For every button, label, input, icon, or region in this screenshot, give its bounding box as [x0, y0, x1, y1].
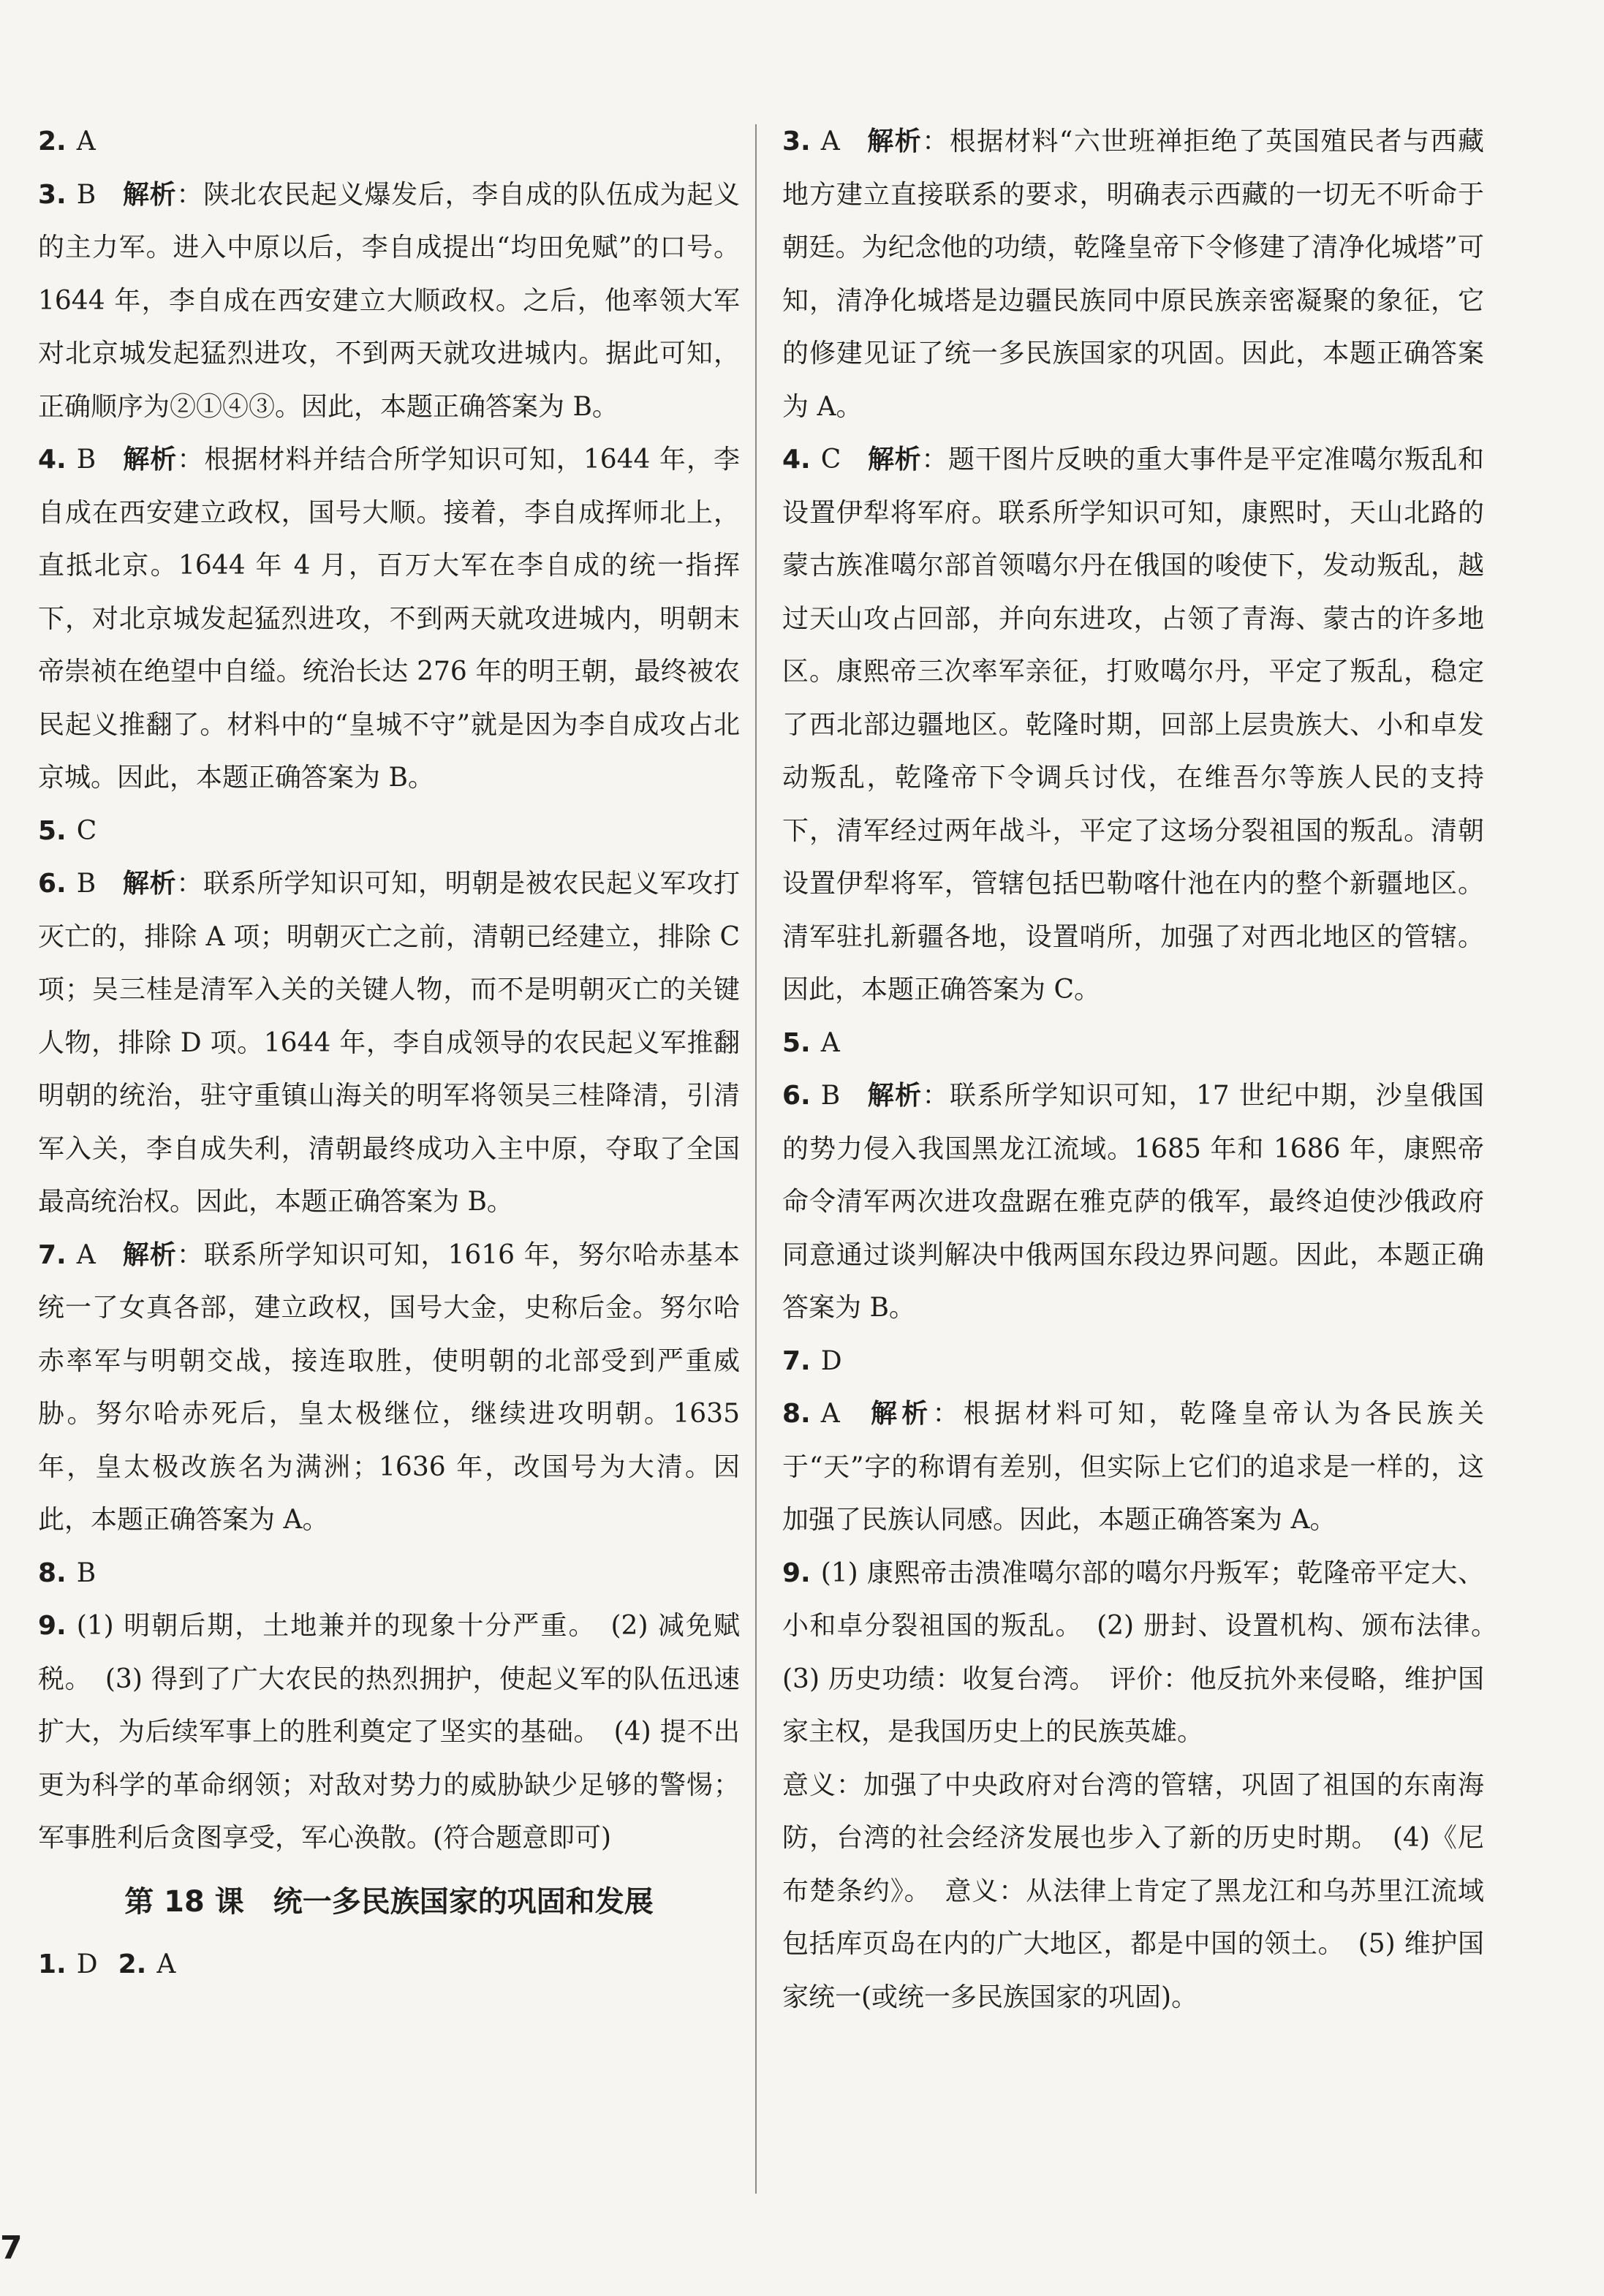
item-number: 7. — [782, 1345, 811, 1376]
analysis-label: 解析 — [867, 445, 922, 475]
lesson-title: 第 18 课 统一多民族国家的巩固和发展 — [124, 1884, 654, 1919]
answer-item-5 — [38, 805, 740, 858]
item-answer-text: 意义：加强了中央政府对台湾的管辖，巩固了祖国的东南海防，台湾的社会经济发展也步入了新的历史时期。 (4)《尼布楚条约》。 意义：从法律上肯定了黑龙江和乌苏里江流域包括库页岛在内的广大地区，都是中国的领土。 (5) 维护国家统一(或统一多民族国家的巩固)。 — [782, 1770, 1484, 2012]
analysis-colon: ： — [921, 445, 949, 475]
item-answer: A — [820, 1027, 840, 1058]
analysis-colon: ： — [176, 179, 204, 210]
analysis-label: 解析 — [866, 126, 923, 156]
item-answer: B — [820, 1081, 841, 1111]
answer-item-8 — [782, 1388, 1484, 1547]
analysis-label: 解析 — [122, 869, 177, 899]
item-answer-text: (1) 明朝后期，土地兼并的现象十分严重。 (2) 减免赋税。 (3) 得到了广大农民的热烈拥护，使起义军的队伍迅速扩大，为后续军事上的胜利奠定了坚实的基础。 (4) 提不出更为科学的革命纲领；对敌对势力的威胁缺少足够的警惕；军事胜利后贪图享受，军心涣散。(符合题意即可) — [38, 1611, 740, 1853]
answer-item-4 — [782, 434, 1484, 1017]
analysis-colon: ： — [922, 1081, 950, 1111]
item-answer: C — [820, 445, 841, 475]
answer-item-6 — [782, 1070, 1484, 1335]
item-number: 8. — [38, 1557, 67, 1588]
right-column — [782, 116, 1511, 2024]
item-number: 5. — [38, 815, 67, 846]
analysis-text: 联系所学知识可知，明朝是被农民起义军攻打灭亡的，排除 A 项；明朝灭亡之前，清朝已经建立，排除 C 项；吴三桂是清军入关的关键人物，而不是明朝灭亡的关键人物，排除 D 项。1644 年，李自成领导的农民起义军推翻明朝的统治，驻守重镇山海关的明军将领吴三桂降清，引清军入关，李自成失利，清朝最终成功入主中原，夺取了全国最高统治权。因此，本题正确答案为 B。 — [38, 869, 740, 1217]
answer-item-7 — [782, 1335, 1484, 1389]
item-number: 3. — [782, 126, 811, 156]
answer-item-1-2 — [38, 1938, 740, 1992]
analysis-text: 题干图片反映的重大事件是平定准噶尔叛乱和设置伊犁将军府。联系所学知识可知，康熙时，天山北路的蒙古族准噶尔部首领噶尔丹在俄国的唆使下，发动叛乱，越过天山攻占回部，并向东进攻，占领了青海、蒙古的许多地区。康熙帝三次率军亲征，打败噶尔丹，平定了叛乱，稳定了西北部边疆地区。乾隆时期，回部上层贵族大、小和卓发动叛乱，乾隆帝下令调兵讨伐，在维吾尔等族人民的支持下，清军经过两年战斗，平定了这场分裂祖国的叛乱。清朝设置伊犁将军，管辖包括巴勒喀什池在内的整个新疆地区。清军驻扎新疆各地，设置哨所，加强了对西北地区的管辖。因此，本题正确答案为 C。 — [782, 445, 1484, 1005]
item-answer: B — [76, 869, 97, 899]
item-number: 6. — [782, 1081, 811, 1111]
item-number: 1. — [38, 1949, 67, 1979]
item-answer: A — [76, 126, 96, 156]
item-answer: B — [76, 445, 97, 475]
item-answer: B — [76, 1557, 97, 1588]
item-answer: D — [76, 1949, 98, 1979]
answer-item-4 — [38, 434, 740, 805]
item-answer: A — [820, 1399, 840, 1429]
answer-item-7 — [38, 1229, 740, 1547]
answer-item-2 — [38, 116, 740, 169]
answer-item-3 — [782, 116, 1484, 434]
item-number: 8. — [782, 1399, 811, 1429]
item-number: 6. — [38, 869, 67, 899]
analysis-text: 联系所学知识可知，1616 年，努尔哈赤基本统一了女真各部，建立政权，国号大金，史称后金。努尔哈赤率军与明朝交战，接连取胜，使明朝的北部受到严重威胁。努尔哈赤死后，皇太极继位，继续进攻明朝。1635 年，皇太极改族名为满洲；1636 年，改国号为大清。因此，本题正确答案为 A。 — [38, 1239, 740, 1535]
analysis-text: 联系所学知识可知，17 世纪中期，沙皇俄国的势力侵入我国黑龙江流域。1685 年和 1686 年，康熙帝命令清军两次进攻盘踞在雅克萨的俄军，最终迫使沙俄政府同意通过谈判解决中俄两国东段边界问题。因此，本题正确答案为 B。 — [782, 1081, 1484, 1323]
answer-item-5 — [782, 1017, 1484, 1070]
item-number: 4. — [782, 445, 811, 475]
item-number: 2. — [118, 1949, 147, 1979]
item-number: 9. — [782, 1557, 811, 1588]
item-answer: A — [156, 1949, 176, 1979]
column-divider — [755, 124, 757, 2194]
analysis-label: 解析 — [122, 179, 177, 210]
item-number: 5. — [782, 1027, 811, 1058]
analysis-text: 根据材料可知，乾隆皇帝认为各民族关于“天”字的称谓有差别，但实际上它们的追求是一样的，这加强了民族认同感。因此，本题正确答案为 A。 — [782, 1399, 1484, 1535]
item-number: 4. — [38, 445, 67, 475]
analysis-colon: ： — [932, 1399, 964, 1429]
analysis-label: 解析 — [866, 1081, 923, 1111]
page-number: 7 — [0, 2229, 23, 2267]
item-answer: C — [76, 815, 97, 846]
item-answer: A — [820, 126, 840, 156]
item-number: 2. — [38, 126, 67, 156]
item-answer: A — [76, 1239, 96, 1270]
answer-item-9 — [38, 1600, 740, 1865]
answer-item-6 — [38, 858, 740, 1229]
analysis-colon: ： — [176, 1239, 204, 1270]
item-answer: D — [820, 1345, 842, 1376]
analysis-colon: ： — [922, 126, 950, 156]
analysis-label: 解析 — [122, 445, 178, 475]
analysis-text: 根据材料“六世班禅拒绝了英国殖民者与西藏地方建立直接联系的要求，明确表示西藏的一切无不听命于朝廷。为纪念他的功绩，乾隆皇帝下令修建了清净化城塔”可知，清净化城塔是边疆民族同中原民族亲密凝聚的象征，它的修建见证了统一多民族国家的巩固。因此，本题正确答案为 A。 — [782, 126, 1484, 422]
answer-item-8 — [38, 1547, 740, 1601]
analysis-text: 陕北农民起义爆发后，李自成的队伍成为起义的主力军。进入中原以后，李自成提出“均田免赋”的口号。1644 年，李自成在西安建立大顺政权。之后，他率领大军对北京城发起猛烈进攻，不到两天就攻进城内。据此可知，正确顺序为②①④③。因此，本题正确答案为 B。 — [38, 179, 740, 422]
item-answer: B — [76, 179, 97, 210]
answer-item-9-continued — [782, 1759, 1484, 2025]
analysis-label: 解析 — [121, 1239, 177, 1270]
analysis-text: 根据材料并结合所学知识可知，1644 年，李自成在西安建立政权，国号大顺。接着，李自成挥师北上，直抵北京。1644 年 4 月，百万大军在李自成的统一指挥下，对北京城发起猛烈进攻，不到两天就攻进城内，明朝末帝崇祯在绝望中自缢。统治长达 276 年的明王朝，最终被农民起义推翻了。材料中的“皇城不守”就是因为李自成攻占北京城。因此，本题正确答案为 B。 — [38, 445, 740, 793]
analysis-colon: ： — [177, 445, 205, 475]
answer-item-9 — [782, 1547, 1511, 1759]
item-number: 9. — [38, 1611, 67, 1641]
item-answer-text: (1) 康熙帝击溃准噶尔部的噶尔丹叛军；乾隆帝平定大、小和卓分裂祖国的叛乱。 (2) 册封、设置机构、颁布法律。 (3) 历史功绩：收复台湾。 评价：他反抗外来侵略，维护国家主权，是我国历史上的民族英雄。 — [782, 1557, 1511, 1747]
item-number: 7. — [38, 1239, 67, 1270]
answer-item-3 — [38, 169, 740, 434]
item-number: 3. — [38, 179, 67, 210]
analysis-label: 解析 — [866, 1399, 933, 1429]
left-column — [38, 116, 740, 1991]
analysis-colon: ： — [176, 869, 204, 899]
